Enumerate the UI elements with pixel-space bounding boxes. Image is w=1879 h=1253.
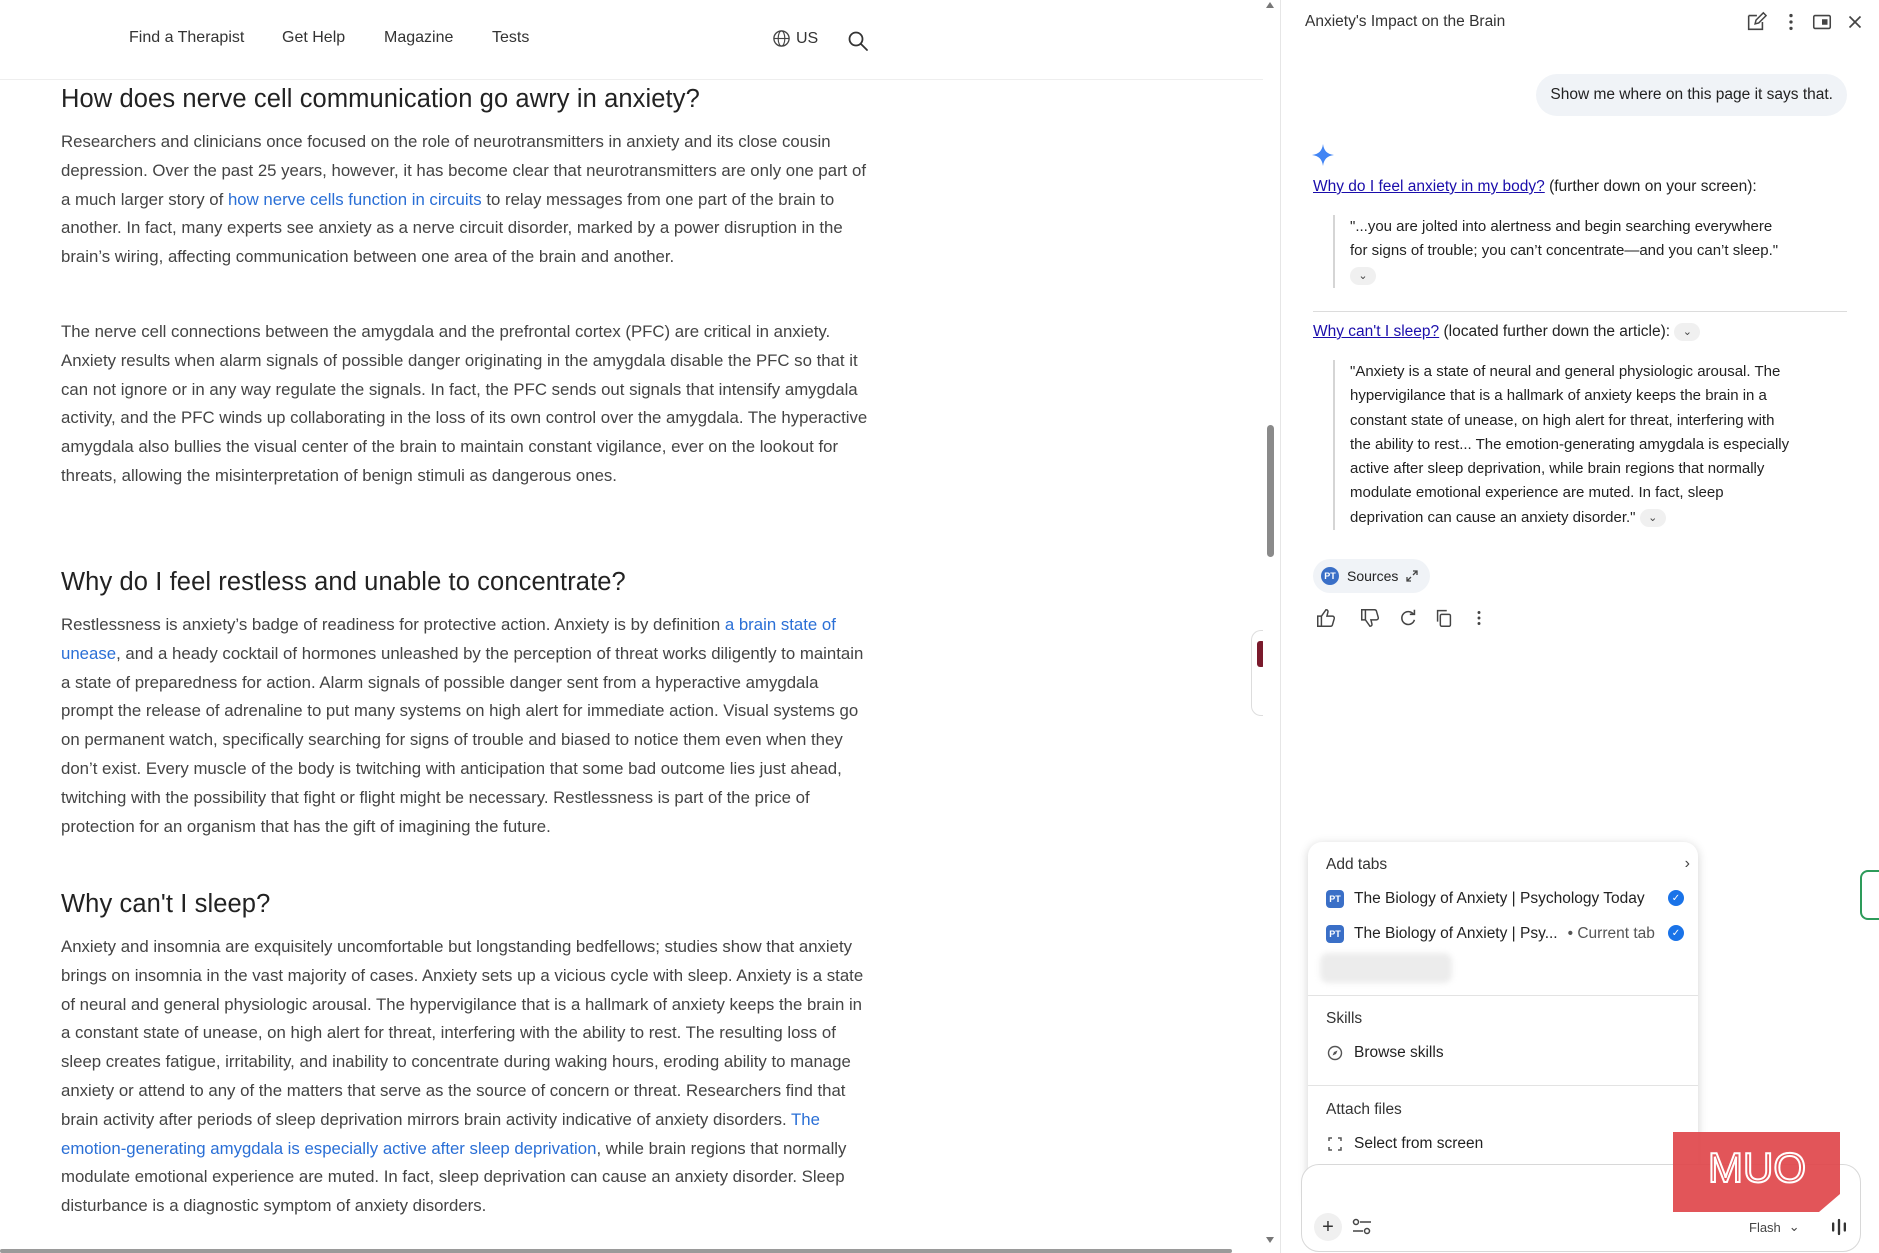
chevron-right-icon[interactable]: › [1684, 855, 1690, 872]
vertical-scrollbar[interactable] [1263, 0, 1277, 1253]
citation-heading: Why do I feel anxiety in my body? (further down on your screen): [1313, 178, 1757, 195]
add-tabs-label: Add tabs [1326, 856, 1388, 873]
article-paragraph: Anxiety and insomnia are exquisitely uncomfortable but longstanding bedfellows; studies show that anxiety brings on insomnia in the vast majority of cases. Anxiety sets up a vicious cycle with sleep. Anxiety is a state of neural and general physiologic arousal. The hypervigilance that is a hallmark of anxiety keeps the brain in a constant state of unease, on high alert for threat, interfering with the ability to rest. The resulting loss of sleep creates fatigue, irritability, and inability to concentrate during waking hours, eroding ability to manage anxiety or attend to any of the matters that serve as the source of concern or threat. Researchers find that brain activity after periods of sleep deprivation mirrors brain activity indicative of anxiety disorders. The emotion-generating amygdala is especially active after sleep deprivation, while brain regions that normally modulate emotional experience are muted. In fact, sleep deprivation can cause an anxiety disorder. Sleep disturbance is a diagnostic symptom of anxiety disorders. [61, 937, 864, 1216]
expand-chevron-icon[interactable]: ⌄ [1640, 509, 1666, 527]
copy-icon[interactable] [1433, 607, 1455, 629]
citation-link[interactable]: Why do I feel anxiety in my body? [1313, 178, 1545, 195]
attach-files-label: Attach files [1326, 1101, 1402, 1118]
psychology-today-favicon-icon: PT [1326, 925, 1344, 943]
new-chat-icon[interactable] [1745, 11, 1767, 33]
muo-watermark-text: MUO [1708, 1144, 1806, 1191]
browse-skills-item[interactable]: Browse skills [1326, 1038, 1684, 1068]
nav-magazine[interactable]: Magazine [384, 29, 454, 46]
scroll-thumb[interactable] [1267, 425, 1274, 557]
current-tab-label: • Current tab [1567, 925, 1655, 942]
menu-tab-item[interactable] [1326, 919, 1684, 949]
expand-arrows-icon [1406, 570, 1418, 582]
menu-divider [1308, 995, 1698, 996]
psychology-today-favicon-icon: PT [1321, 567, 1339, 585]
thumbs-up-icon[interactable] [1315, 607, 1337, 629]
sources-button[interactable] [1313, 559, 1430, 593]
nav-find-therapist[interactable]: Find a Therapist [129, 29, 245, 46]
nav-tests[interactable]: Tests [492, 29, 530, 46]
close-icon[interactable] [1844, 11, 1866, 33]
thumbs-down-icon[interactable] [1359, 607, 1381, 629]
skills-label: Skills [1326, 1010, 1363, 1027]
expand-chevron-icon[interactable]: ⌄ [1674, 323, 1700, 341]
citation-heading: Why can't I sleep? (located further down the article): ⌄ [1313, 323, 1700, 341]
nav-get-help[interactable]: Get Help [282, 29, 346, 46]
more-actions-icon[interactable] [1468, 607, 1490, 629]
tab-title: The Biology of Anxiety | Psy... [1354, 925, 1558, 942]
user-message: Show me where on this page it says that. [1536, 74, 1847, 116]
model-label: Flash [1749, 1219, 1781, 1235]
divider [1313, 311, 1847, 312]
menu-tab-item[interactable] [1326, 884, 1684, 914]
checkmark-icon: ✓ [1668, 890, 1684, 906]
site-nav [0, 0, 1268, 80]
inline-link[interactable]: The emotion-generating amygdala is especially active after sleep deprivation [61, 1109, 820, 1158]
add-context-button[interactable]: + [1314, 1213, 1342, 1241]
search-icon[interactable] [846, 29, 870, 53]
screen-select-icon [1326, 1135, 1344, 1153]
select-from-screen-item[interactable]: Select from screen [1326, 1129, 1684, 1159]
citation-quote: "...you are jolted into alertness and begin searching everywhere for signs of trouble; you can’t concentrate—and you can’t sleep." ⌄ [1333, 215, 1793, 288]
sources-label: Sources [1347, 568, 1399, 584]
add-context-menu [1308, 842, 1698, 1207]
dock-panel-icon[interactable] [1811, 11, 1833, 33]
compass-icon [1326, 1044, 1344, 1062]
checkmark-icon: ✓ [1668, 925, 1684, 941]
regenerate-icon[interactable] [1397, 607, 1419, 629]
scroll-down-arrow-icon[interactable] [1266, 1237, 1274, 1243]
gemini-sparkle-icon [1311, 143, 1335, 167]
section-heading: Why can't I sleep? [61, 890, 271, 918]
article-paragraph: Restlessness is anxiety’s badge of readiness for protective action. Anxiety is by definition a brain state of unease, and a heady cocktail of hormones unleashed by the perception of threat works diligently to maintain a state of preparedness for action. Alarm signals of possible danger sent from a hyperactive amygdala prompt the release of adrenaline to put many systems on high alert for immediate action. Visual systems go on permanent watch, specifically searching for signs of trouble and biased to notice them even when they don’t exist. Every muscle of the body is twitching with anticipation that some bad outcome lies just ahead, twitching with the possibility that fight or flight might be necessary. Restlessness is part of the price of protection for an organism that has the gift of imagining the future. [61, 615, 864, 836]
assistant-panel [1280, 0, 1879, 1253]
model-selector[interactable] [1749, 1219, 1800, 1235]
inline-link[interactable]: a brain state of unease [61, 615, 836, 663]
horizontal-scrollbar[interactable] [0, 1249, 1232, 1253]
chevron-down-icon: ⌄ [1788, 1219, 1800, 1234]
menu-divider [1308, 1085, 1698, 1086]
voice-input-icon[interactable] [1825, 1213, 1853, 1241]
section-heading: How does nerve cell communication go awry in anxiety? [61, 85, 700, 113]
blurred-tab-placeholder [1320, 953, 1452, 983]
scroll-up-arrow-icon[interactable] [1266, 2, 1274, 8]
region-selector[interactable] [772, 29, 818, 48]
citation-quote: "Anxiety is a state of neural and general physiologic arousal. The hypervigilance that is a hallmark of anxiety keeps the brain in a constant state of unease, on high alert for threat, interfering with the ability to rest... The emotion-generating amygdala is especially active after sleep deprivation, while brain regions that normally modulate emotional experience are muted. In fact, sleep deprivation can cause an anxiety disorder." ⌄ [1333, 360, 1793, 530]
inline-link[interactable]: how nerve cells function in circuits [227, 189, 482, 209]
psychology-today-favicon-icon: PT [1326, 890, 1344, 908]
region-label: US [796, 29, 819, 47]
expand-chevron-icon[interactable]: ⌄ [1350, 267, 1376, 285]
extension-edge-badge[interactable] [1860, 870, 1879, 920]
panel-title: Anxiety's Impact on the Brain [1305, 13, 1506, 30]
tab-title: The Biology of Anxiety | Psychology Today [1354, 890, 1645, 907]
muo-watermark-logo [1669, 1128, 1844, 1214]
article-paragraph: The nerve cell connections between the amygdala and the prefrontal cortex (PFC) are critical in anxiety. Anxiety results when alarm signals of possible danger originating in the amygdala disable the PFC so that it can not ignore or in any way regulate the signals. In fact, the PFC sends out signals that intensify amygdala activity, and the PFC winds up collaborating in the loss of its own control over the amygdala. The hyperactive amygdala also bullies the visual center of the brain to maintain constant vigilance, ever on the lookout for threats, allowing the misinterpretation of benign stimuli as dangerous ones. [61, 322, 868, 485]
tools-icon[interactable] [1350, 1215, 1374, 1239]
globe-icon [772, 29, 791, 48]
section-heading: Why do I feel restless and unable to concentrate? [61, 568, 626, 596]
article-paragraph: Researchers and clinicians once focused on the role of neurotransmitters in anxiety and its close cousin depression. Over the past 25 years, however, it has become clear that neurotransmitters are only one part of a much larger story of how nerve cells function in circuits to relay messages from one part of the brain to another. In fact, many experts see anxiety as a nerve circuit disorder, marked by a power disruption in the brain’s wiring, affecting communication between one area of the brain and another. [61, 132, 866, 267]
more-options-icon[interactable] [1780, 11, 1802, 33]
citation-link[interactable]: Why can't I sleep? [1313, 323, 1440, 341]
